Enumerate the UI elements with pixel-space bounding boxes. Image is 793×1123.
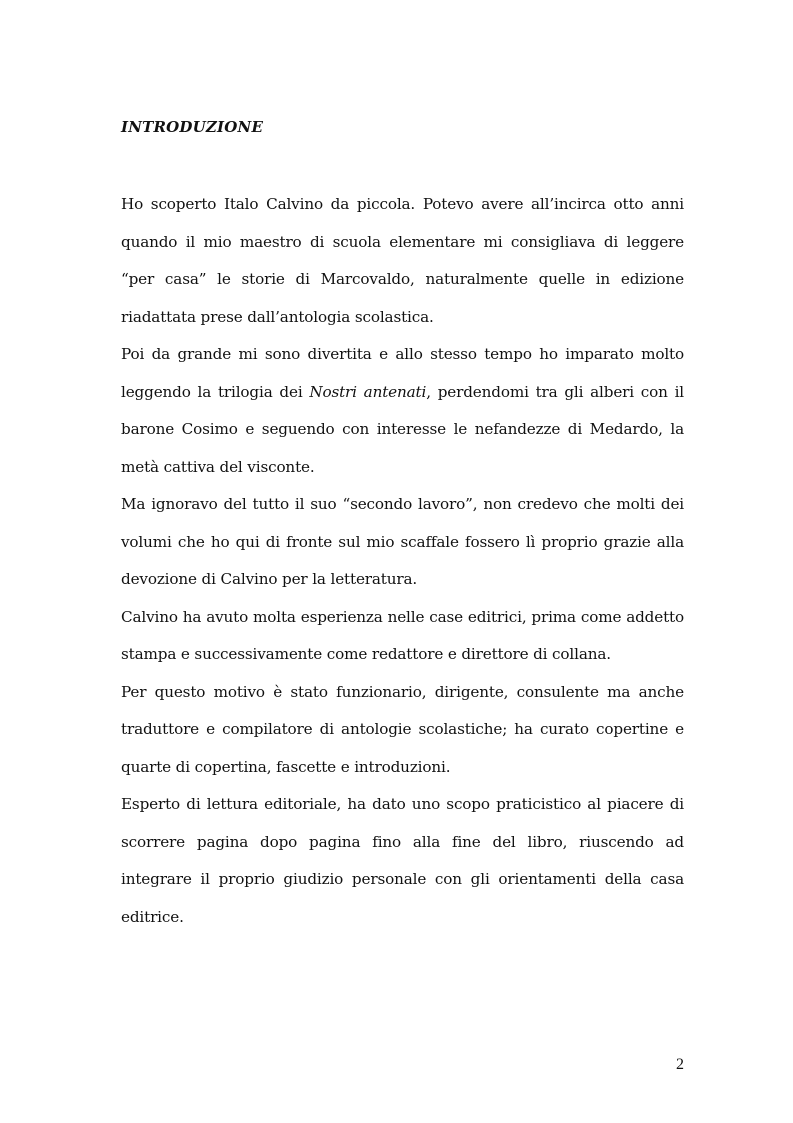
book-title: Nostri antenati: [309, 382, 427, 401]
paragraph-text: Calvino ha avuto molta esperienza nelle case editrici, prima come addetto stampa e successivamente come redattore e direttore di collana.: [121, 607, 684, 663]
body-text: [121, 186, 684, 936]
paragraph-1: [121, 186, 684, 336]
paragraph-text: Esperto di lettura editoriale, ha dato uno scopo praticistico al piacere di scorrere pagina dopo pagina fino alla fine del libro, riuscendo ad integrare il proprio giudizio personale con gli orientamenti della casa editrice.: [121, 795, 684, 926]
section-heading: INTRODUZIONE: [121, 118, 264, 136]
paragraph-6: [121, 786, 684, 936]
page-number: 2: [676, 1056, 684, 1073]
paragraph-4: [121, 599, 684, 674]
paragraph-3: [121, 486, 684, 599]
paragraph-text: Poi da grande mi sono divertita e allo stesso tempo ho imparato molto leggendo la trilogia dei: [121, 345, 684, 401]
paragraph-text: , perdendomi tra gli alberi con il barone Cosimo e seguendo con interesse le nefandezze di Medardo, la metà cattiva del visconte.: [121, 382, 684, 476]
paragraph-2: [121, 336, 684, 486]
paragraph-5: [121, 674, 684, 787]
paragraph-text: Ho scoperto Italo Calvino da piccola. Potevo avere all’incirca otto anni quando il mio maestro di scuola elementare mi consigliava di leggere “per casa” le storie di Marcovaldo, naturalmente quelle in edizione riadattata prese dall’antologia scolastica.: [121, 195, 684, 326]
paragraph-text: Ma ignoravo del tutto il suo “secondo lavoro”, non credevo che molti dei volumi che ho qui di fronte sul mio scaffale fossero lì proprio grazie alla devozione di Calvino per la letteratura.: [121, 495, 684, 588]
paragraph-text: Per questo motivo è stato funzionario, dirigente, consulente ma anche traduttore e compilatore di antologie scolastiche; ha curato copertine e quarte di copertina, fascette e introduzioni.: [121, 682, 684, 776]
